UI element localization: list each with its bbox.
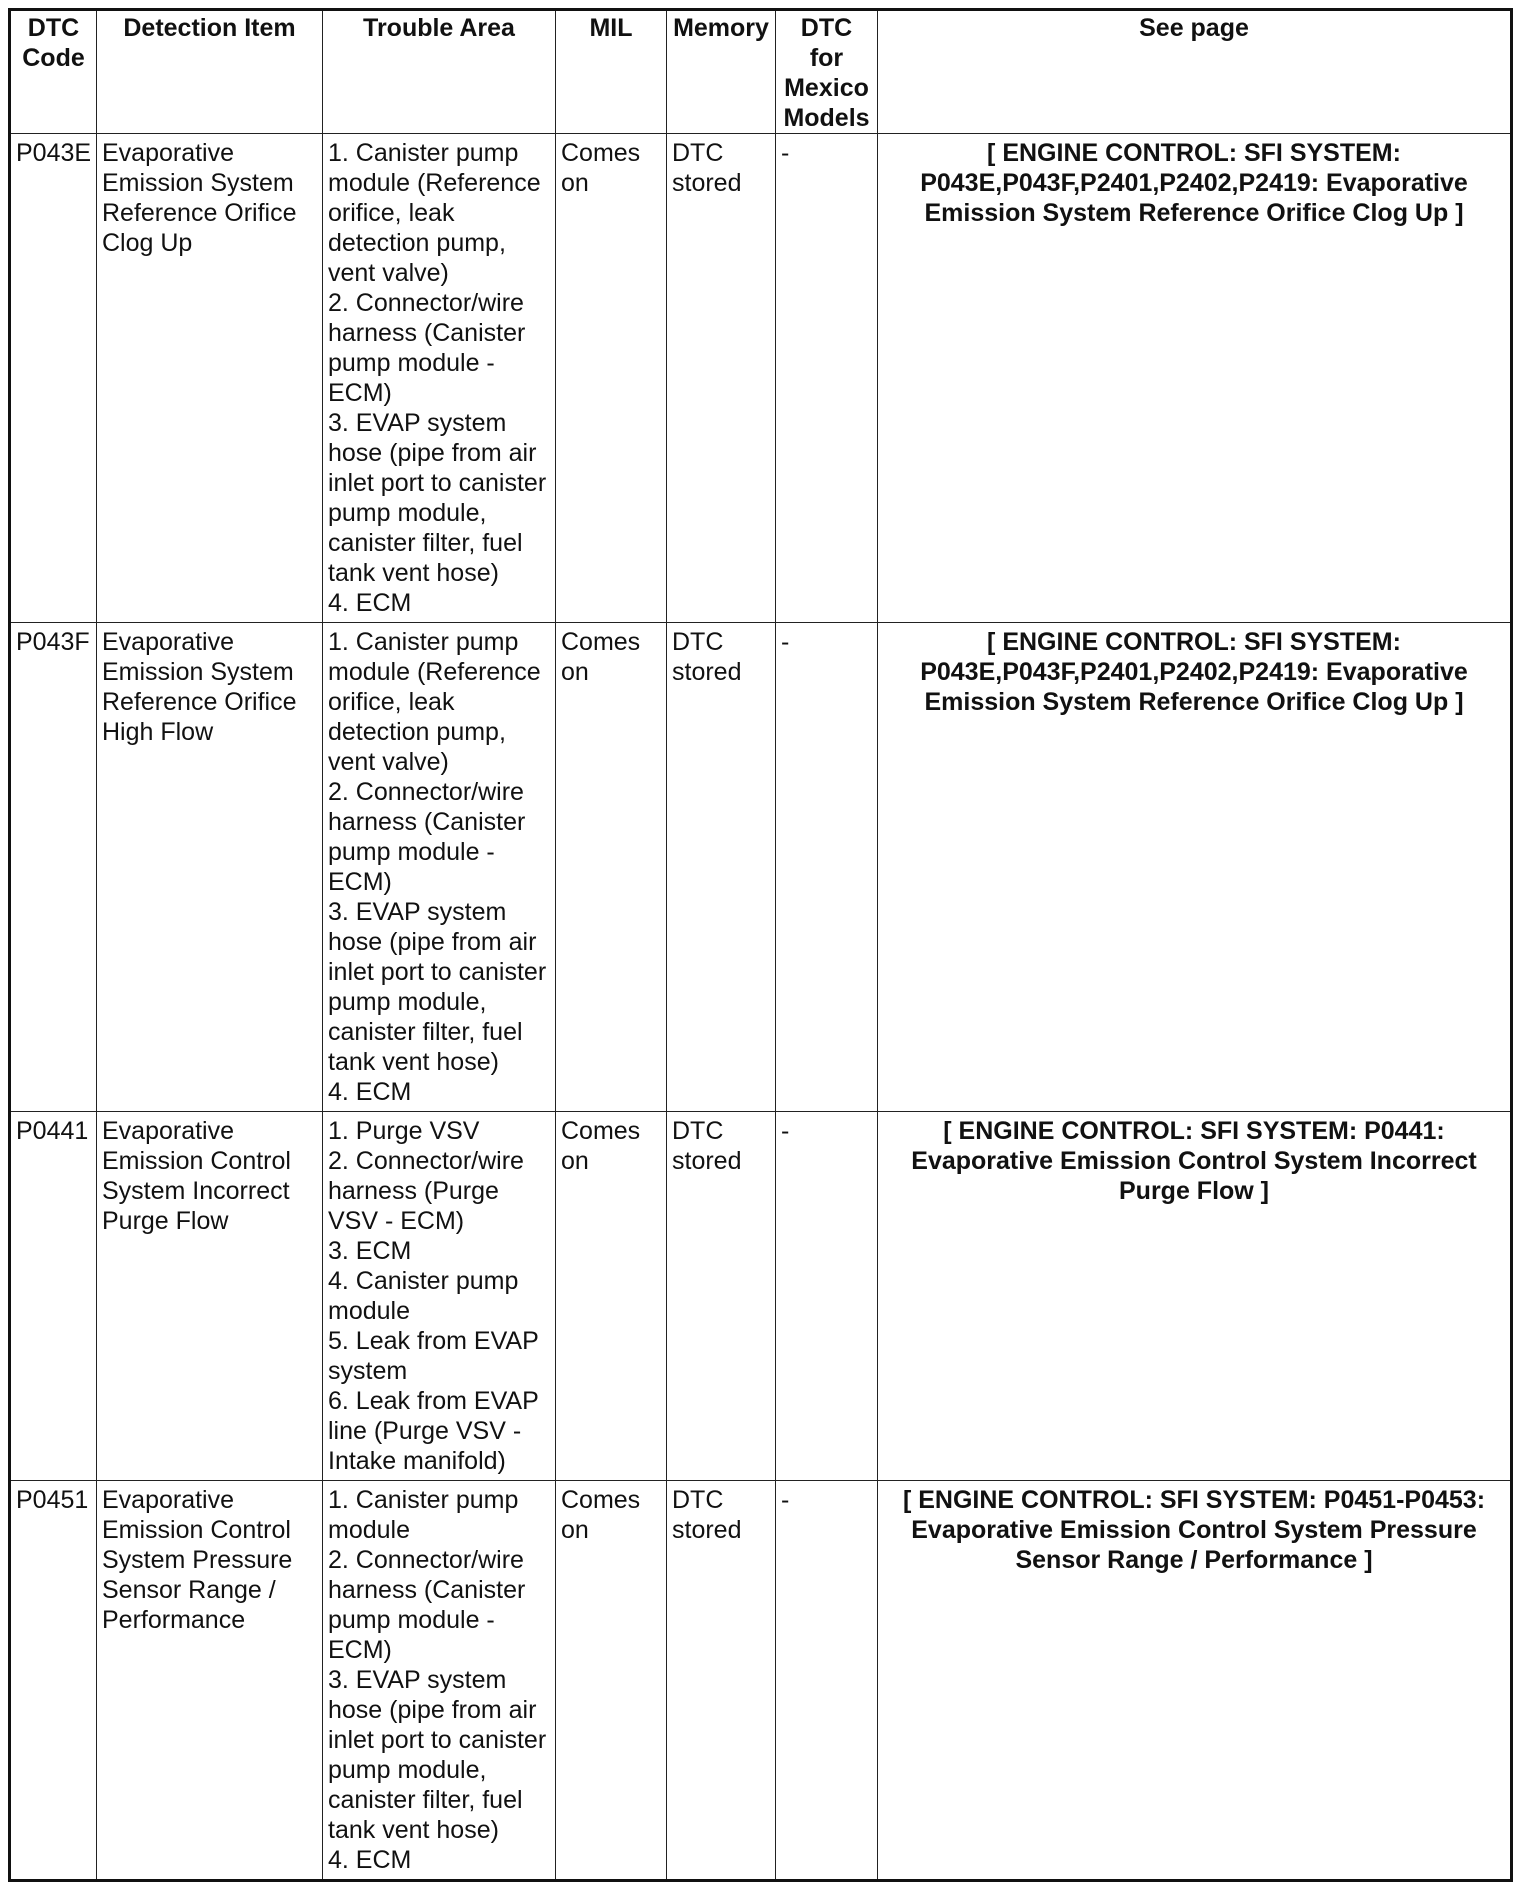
- header-row: [10, 10, 1512, 134]
- trouble-area-item: 2. Connector/wire harness (Canister pump module - ECM): [328, 1546, 526, 1664]
- trouble-area-item: 1. Canister pump module (Reference orifice, leak detection pump, vent valve): [328, 628, 541, 776]
- header-dtc-code: DTC Code: [10, 10, 97, 134]
- trouble-area-item: 3. EVAP system hose (pipe from air inlet port to canister pump module, canister filter, fuel tank vent hose): [328, 409, 547, 587]
- trouble-area-item: 3. EVAP system hose (pipe from air inlet port to canister pump module, canister filter, fuel tank vent hose): [328, 1666, 547, 1844]
- table-row: [10, 623, 1512, 1112]
- dtc-code-cell: P043F: [10, 623, 97, 1112]
- trouble-area-item: 1. Canister pump module (Reference orifice, leak detection pump, vent valve): [328, 139, 541, 287]
- dtc-code-cell: P0451: [10, 1481, 97, 1881]
- mil-cell: Comes on: [556, 134, 667, 623]
- dtc-mexico-cell: -: [776, 1481, 878, 1881]
- mil-cell: Comes on: [556, 1112, 667, 1481]
- trouble-area-item: 6. Leak from EVAP line (Purge VSV - Intake manifold): [328, 1387, 539, 1475]
- detection-item-cell: Evaporative Emission Control System Incorrect Purge Flow: [97, 1112, 323, 1481]
- detection-item-cell: Evaporative Emission System Reference Orifice High Flow: [97, 623, 323, 1112]
- trouble-area-item: 1. Canister pump module: [328, 1486, 519, 1544]
- trouble-area-item: 4. ECM: [328, 589, 412, 617]
- header-detection-item: Detection Item: [97, 10, 323, 134]
- header-trouble-area: Trouble Area: [323, 10, 556, 134]
- trouble-area-item: 3. EVAP system hose (pipe from air inlet port to canister pump module, canister filter, fuel tank vent hose): [328, 898, 547, 1076]
- mil-cell: Comes on: [556, 623, 667, 1112]
- memory-cell: DTC stored: [667, 1112, 776, 1481]
- see-page-link[interactable]: [ ENGINE CONTROL: SFI SYSTEM: P0441: Evaporative Emission Control System Incorrect Purge Flow ]: [878, 1112, 1512, 1481]
- trouble-area-cell: [323, 623, 556, 1112]
- trouble-area-cell: [323, 134, 556, 623]
- dtc-mexico-cell: -: [776, 623, 878, 1112]
- trouble-area-item: 4. ECM: [328, 1078, 412, 1106]
- table-row: [10, 1481, 1512, 1881]
- memory-cell: DTC stored: [667, 1481, 776, 1881]
- header-dtc-mexico: DTC for Mexico Models: [776, 10, 878, 134]
- trouble-area-item: 2. Connector/wire harness (Canister pump module - ECM): [328, 778, 526, 896]
- dtc-mexico-cell: -: [776, 134, 878, 623]
- trouble-area-item: 5. Leak from EVAP system: [328, 1327, 539, 1385]
- trouble-area-item: 3. ECM: [328, 1237, 412, 1265]
- memory-cell: DTC stored: [667, 623, 776, 1112]
- dtc-code-cell: P043E: [10, 134, 97, 623]
- header-mil: MIL: [556, 10, 667, 134]
- dtc-mexico-cell: -: [776, 1112, 878, 1481]
- dtc-code-cell: P0441: [10, 1112, 97, 1481]
- header-see-page: See page: [878, 10, 1512, 134]
- see-page-link[interactable]: [ ENGINE CONTROL: SFI SYSTEM: P043E,P043F,P2401,P2402,P2419: Evaporative Emission System Reference Orifice Clog Up ]: [878, 134, 1512, 623]
- table-row: [10, 1112, 1512, 1481]
- header-memory: Memory: [667, 10, 776, 134]
- trouble-area-item: 2. Connector/wire harness (Purge VSV - ECM): [328, 1147, 524, 1235]
- see-page-link[interactable]: [ ENGINE CONTROL: SFI SYSTEM: P043E,P043F,P2401,P2402,P2419: Evaporative Emission System Reference Orifice Clog Up ]: [878, 623, 1512, 1112]
- trouble-area-item: 4. Canister pump module: [328, 1267, 519, 1325]
- detection-item-cell: Evaporative Emission System Reference Orifice Clog Up: [97, 134, 323, 623]
- dtc-table: [8, 8, 1513, 1882]
- trouble-area-cell: [323, 1481, 556, 1881]
- memory-cell: DTC stored: [667, 134, 776, 623]
- trouble-area-cell: [323, 1112, 556, 1481]
- mil-cell: Comes on: [556, 1481, 667, 1881]
- trouble-area-item: 2. Connector/wire harness (Canister pump module - ECM): [328, 289, 526, 407]
- detection-item-cell: Evaporative Emission Control System Pressure Sensor Range / Performance: [97, 1481, 323, 1881]
- trouble-area-item: 4. ECM: [328, 1846, 412, 1874]
- trouble-area-item: 1. Purge VSV: [328, 1117, 480, 1145]
- table-row: [10, 134, 1512, 623]
- see-page-link[interactable]: [ ENGINE CONTROL: SFI SYSTEM: P0451-P0453: Evaporative Emission Control System Pressure Sensor Range / Performance ]: [878, 1481, 1512, 1881]
